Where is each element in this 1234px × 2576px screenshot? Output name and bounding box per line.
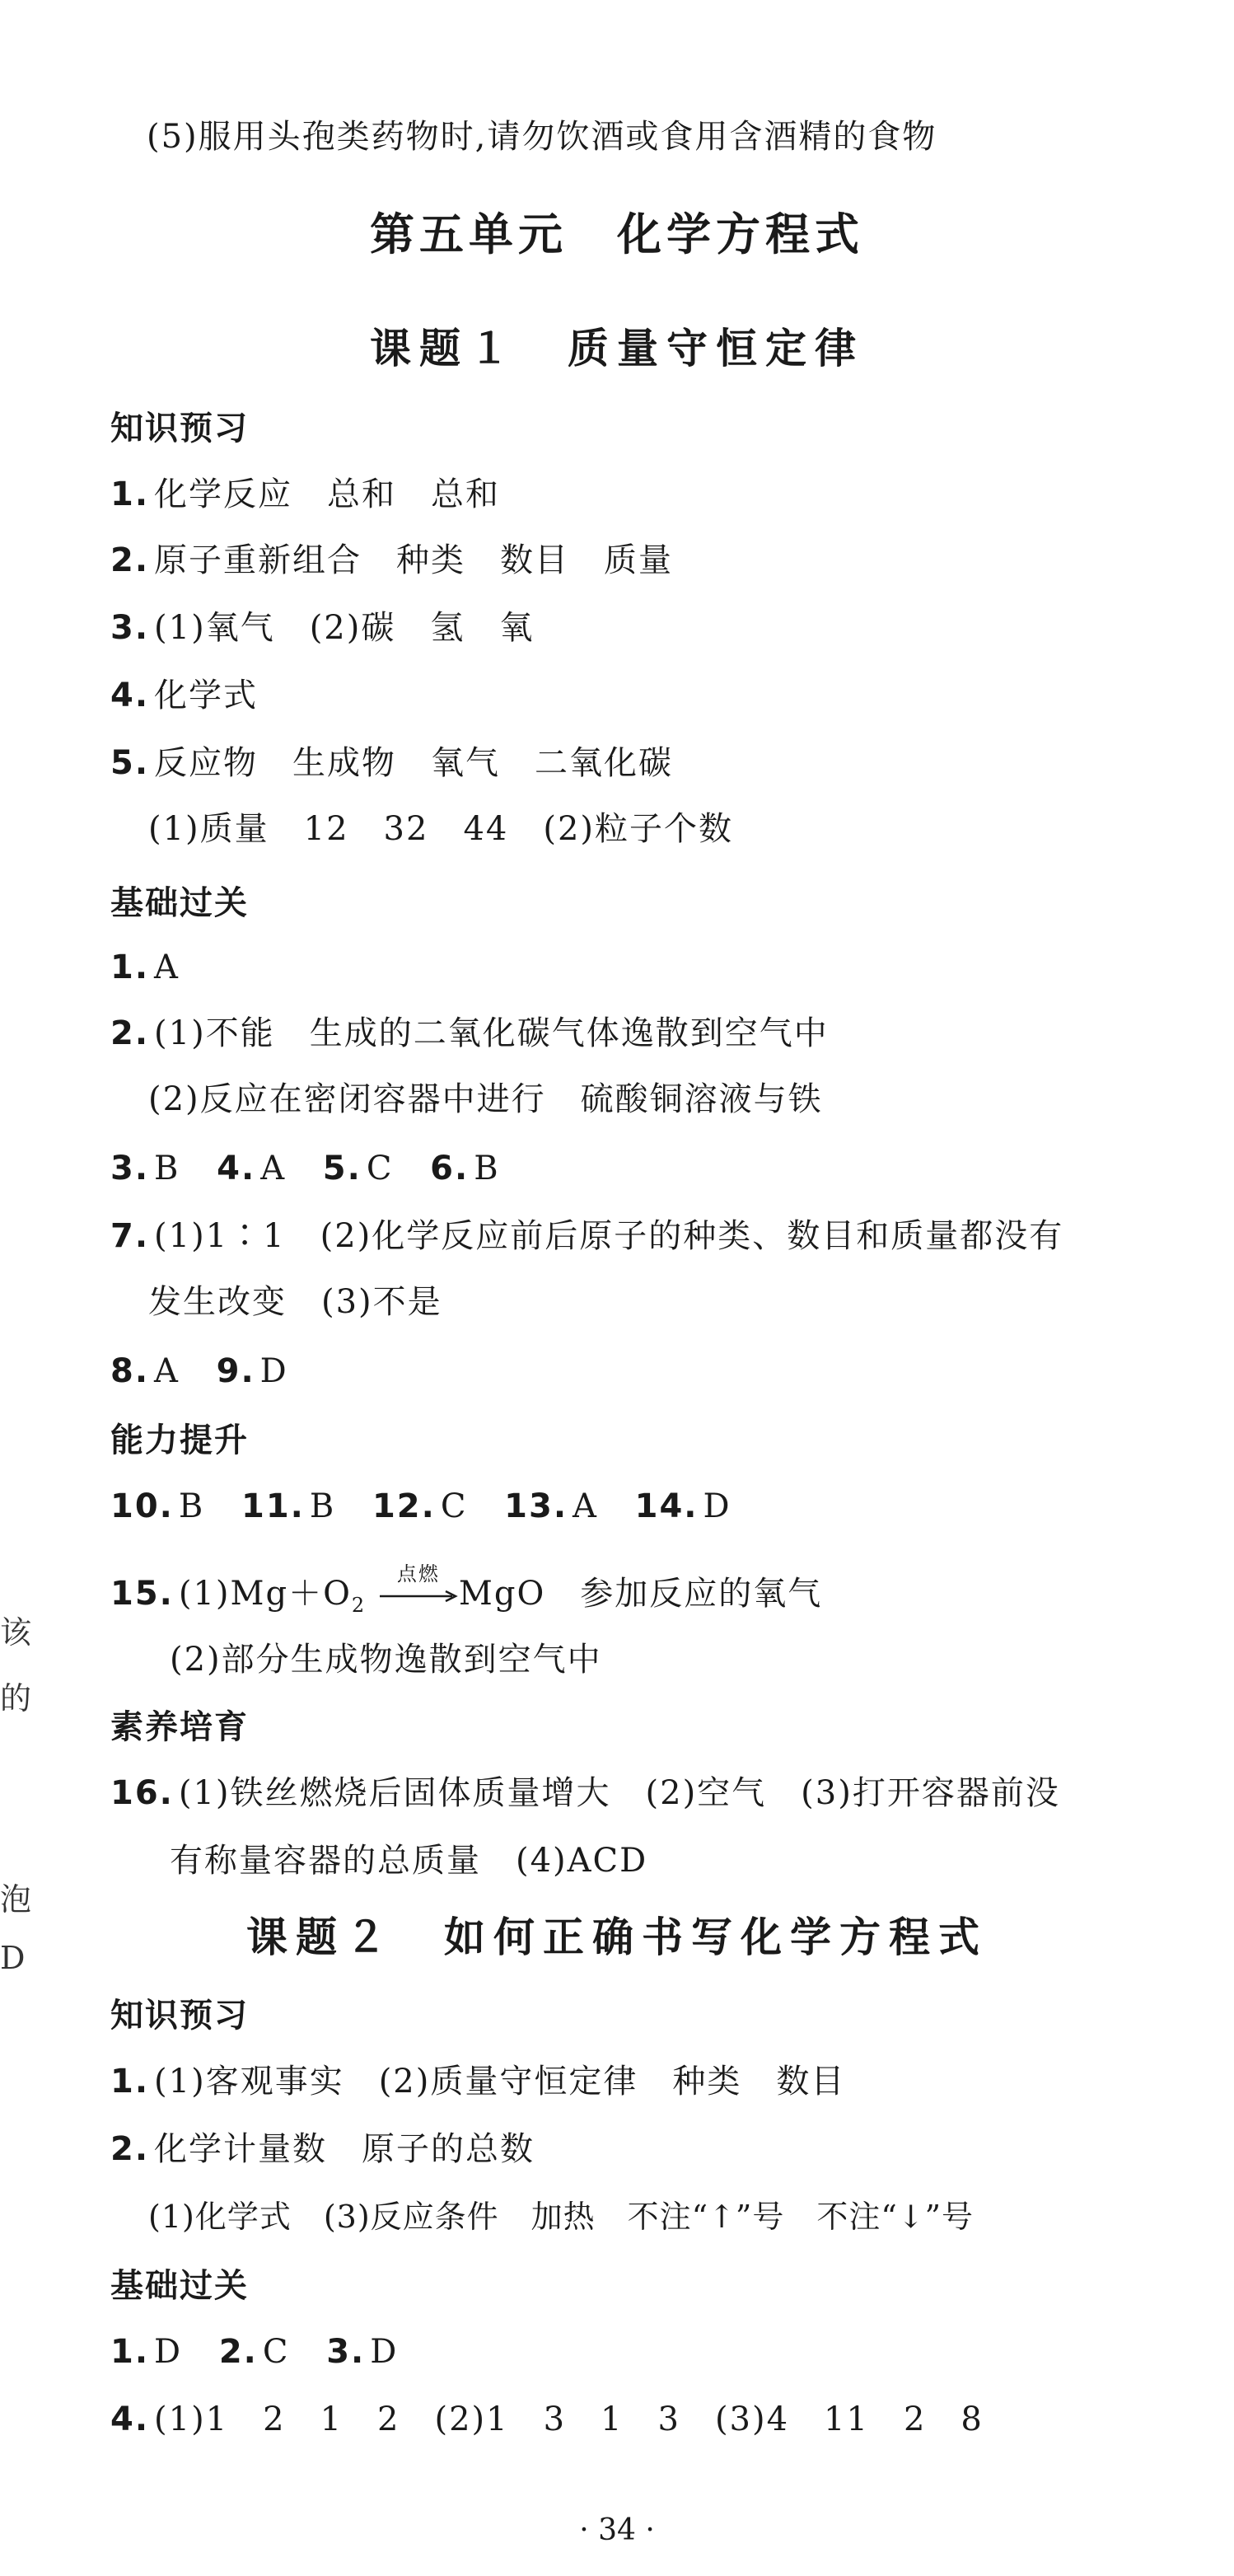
- answer-line: [110, 946, 180, 989]
- section-heading-basic-2: 基础过关: [110, 2267, 249, 2305]
- answer-line-equation: [110, 1562, 823, 1627]
- answer-line: [110, 1772, 1060, 1815]
- answer-text: B: [154, 1150, 180, 1187]
- answer-text: C: [440, 1487, 468, 1525]
- answer-text: (2)反应在密闭容器中进行 硫酸铜溶液与铁: [148, 1080, 823, 1118]
- answer-text: D: [703, 1487, 732, 1525]
- answer-text: (2)部分生成物逸散到空气中: [170, 1641, 602, 1679]
- question-number: 13.: [504, 1487, 568, 1525]
- answer-row: [110, 1350, 288, 1393]
- reaction-arrow: [378, 1562, 459, 1613]
- answer-text: (1)铁丝燃烧后固体质量增大 (2)空气 (3)打开容器前没: [178, 1774, 1060, 1812]
- reaction-condition: 点燃: [396, 1562, 440, 1585]
- answer-line: [110, 539, 673, 582]
- answer-line: [148, 2195, 974, 2238]
- question-number: 10.: [110, 1487, 174, 1525]
- equation-reactants: (1)Mg＋O: [178, 1575, 352, 1613]
- answer-text: D: [370, 2333, 399, 2371]
- question-number: 11.: [241, 1487, 305, 1525]
- answer-text: C: [262, 2333, 290, 2371]
- left-edge-fragment: 的: [0, 1680, 32, 1717]
- answer-line: [110, 2398, 984, 2441]
- answer-line: [148, 1078, 823, 1121]
- answer-text: A: [573, 1487, 598, 1525]
- answer-text: (1)氧气 (2)碳 氢 氧: [154, 609, 535, 647]
- section-heading-basic-1: 基础过关: [110, 884, 249, 922]
- question-number: 15.: [110, 1575, 174, 1613]
- question-number: 2.: [218, 2333, 258, 2371]
- answer-text: C: [366, 1150, 394, 1187]
- answer-text: A: [154, 948, 180, 986]
- answer-line: [110, 742, 673, 785]
- question-number: 7.: [110, 1217, 150, 1255]
- answer-text: (1)化学式 (3)反应条件 加热 不注“↑”号 不注“↓”号: [148, 2199, 975, 2235]
- right-arrow-icon: [378, 1590, 459, 1603]
- answer-row: [110, 2330, 398, 2373]
- answer-text: D: [154, 2333, 183, 2371]
- answer-text: (1)客观事实 (2)质量守恒定律 种类 数目: [154, 2063, 846, 2101]
- answer-text: A: [260, 1150, 287, 1187]
- section-heading-preview-2: 知识预习: [110, 1997, 249, 2035]
- topic2-title: 课题２ 如何正确书写化学方程式: [246, 1913, 988, 1961]
- question-number: 5.: [110, 744, 150, 782]
- question-number: 1.: [110, 2063, 150, 2101]
- section-heading-ability: 能力提升: [110, 1421, 249, 1459]
- question-number: 3.: [110, 609, 150, 647]
- answer-line: [170, 1638, 602, 1681]
- answer-text: D: [259, 1352, 288, 1390]
- question-number: 9.: [216, 1352, 255, 1390]
- question-number: 3.: [110, 1150, 150, 1187]
- question-number: 14.: [634, 1487, 699, 1525]
- answer-text: B: [474, 1150, 500, 1187]
- answer-text: 反应物 生成物 氧气 二氧化碳: [154, 744, 674, 782]
- subscript: 2: [351, 1594, 367, 1617]
- answer-row: [110, 1485, 732, 1528]
- answer-line: [170, 1839, 647, 1882]
- answer-line: [110, 1215, 1063, 1258]
- topic1-title: 课题１ 质量守恒定律: [370, 324, 864, 372]
- page-number: · 34 ·: [579, 2513, 655, 2547]
- answer-text: 化学计量数 原子的总数: [154, 2130, 535, 2168]
- answer-text: (1)不能 生成的二氧化碳气体逸散到空气中: [154, 1014, 829, 1052]
- answer-row: [110, 1147, 500, 1190]
- question-number: 5.: [322, 1150, 362, 1187]
- question-number: 4.: [217, 1150, 256, 1187]
- question-number: 1.: [110, 948, 150, 986]
- question-number: 6.: [430, 1150, 470, 1187]
- question-number: 12.: [372, 1487, 436, 1525]
- question-number: 1.: [110, 475, 150, 513]
- answer-text: 化学式: [154, 677, 259, 714]
- answer-text: 原子重新组合 种类 数目 质量: [154, 541, 674, 579]
- answer-line: [110, 473, 500, 516]
- section-heading-literacy: 素养培育: [110, 1708, 249, 1746]
- answer-line: [110, 674, 258, 717]
- question-number: 2.: [110, 541, 150, 579]
- answer-text: 化学反应 总和 总和: [154, 475, 501, 513]
- answer-line: [110, 607, 534, 649]
- answer-text: (1)1 2 1 2 (2)1 3 1 3 (3)4 11 2 8: [154, 2400, 984, 2438]
- answer-text: 发生改变 (3)不是: [148, 1283, 442, 1321]
- answer-text: B: [178, 1487, 205, 1525]
- answer-line: [110, 2128, 535, 2171]
- left-edge-fragment: 泡: [0, 1881, 32, 1918]
- answer-text: B: [309, 1487, 336, 1525]
- left-edge-fragment: D: [0, 1940, 26, 1976]
- answer-line: [110, 1012, 829, 1055]
- section-heading-preview-1: 知识预习: [110, 410, 249, 447]
- question-number: 16.: [110, 1774, 174, 1812]
- equation-product: MgO 参加反应的氧气: [458, 1575, 823, 1613]
- question-number: 8.: [110, 1352, 150, 1390]
- answer-line: [148, 808, 733, 850]
- answer-text: (1)质量 12 32 44 (2)粒子个数: [148, 810, 734, 848]
- question-number: 2.: [110, 2130, 150, 2168]
- answer-line: [148, 1281, 442, 1323]
- answer-text: (1)1∶1 (2)化学反应前后原子的种类、数目和质量都没有: [154, 1217, 1064, 1255]
- answer-line: [110, 2060, 845, 2103]
- question-number: 1.: [110, 2333, 150, 2371]
- question-number: 4.: [110, 677, 150, 714]
- question-number: 3.: [326, 2333, 366, 2371]
- unit-title: 第五单元 化学方程式: [370, 208, 864, 260]
- question-number: 2.: [110, 1014, 150, 1052]
- left-edge-fragment: 该: [0, 1614, 32, 1651]
- carryover-line: (5)服用头孢类药物时,请勿饮酒或食用含酒精的食物: [147, 118, 937, 156]
- question-number: 4.: [110, 2400, 150, 2438]
- answer-text: 有称量容器的总质量 (4)ACD: [170, 1842, 648, 1880]
- answer-text: A: [154, 1352, 180, 1390]
